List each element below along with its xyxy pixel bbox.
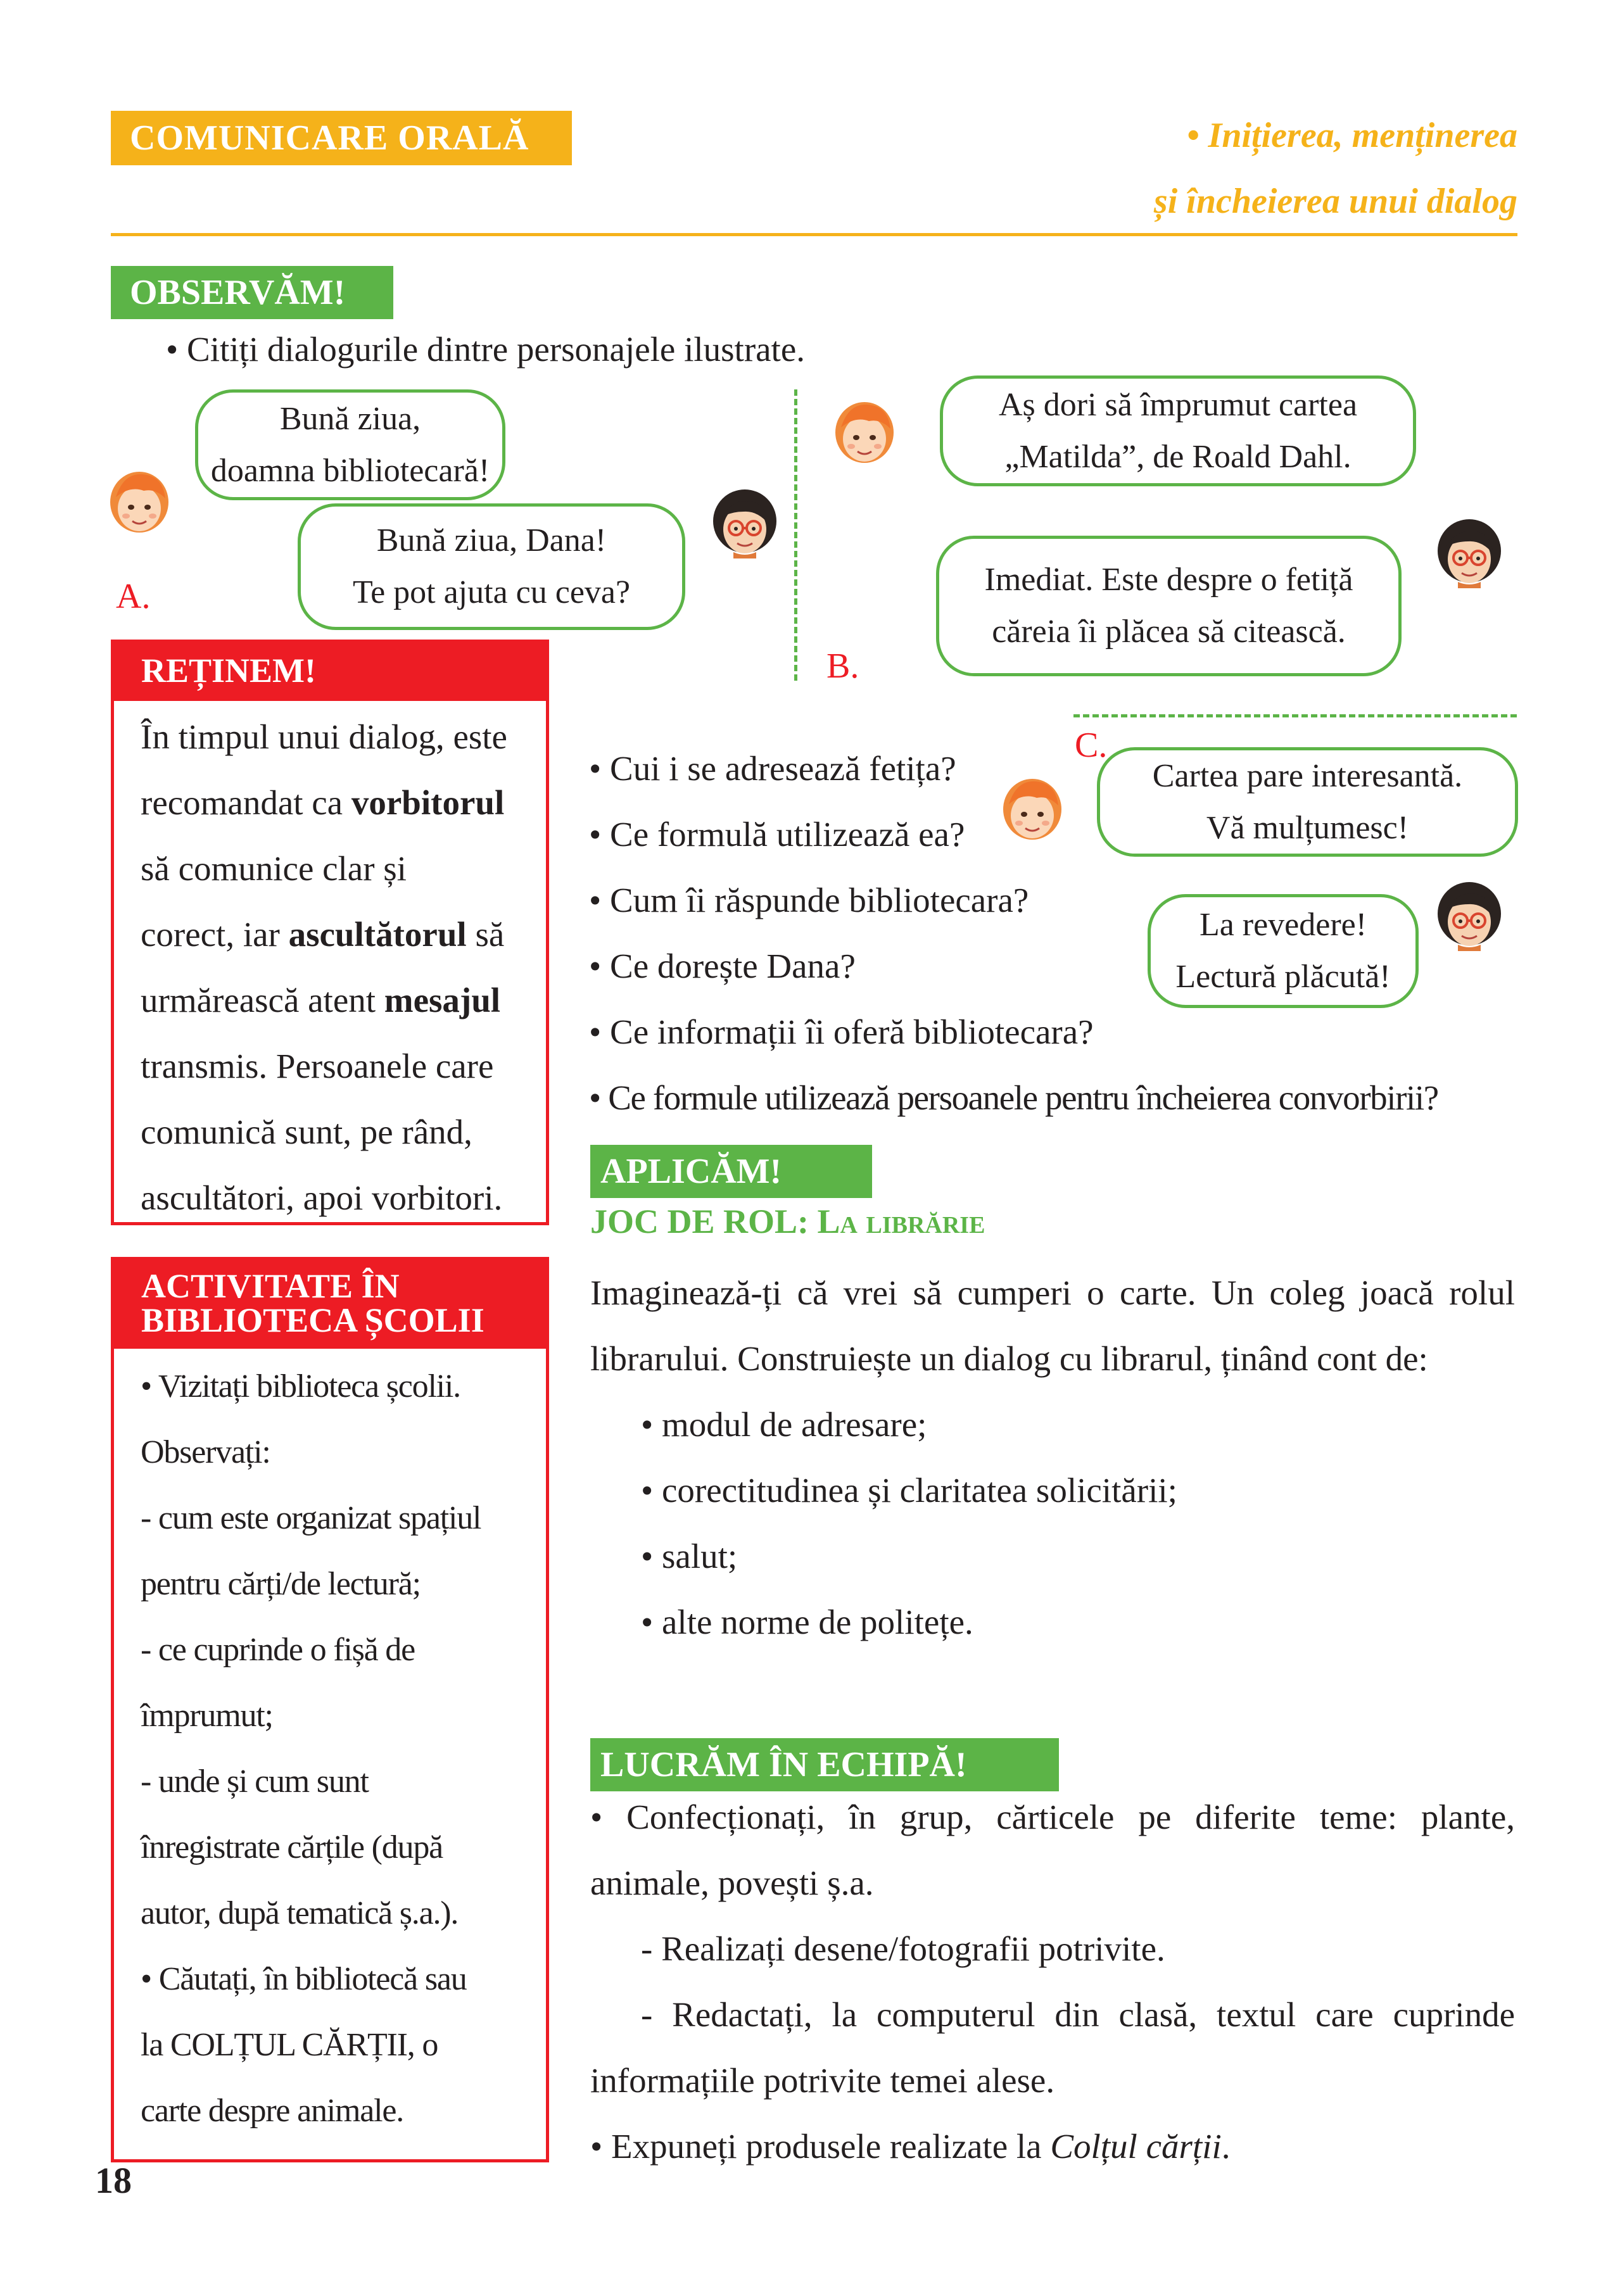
bubble-c-girl-line1: Cartea pare interesantă. <box>1152 757 1463 794</box>
librarian-avatar-a <box>708 486 784 562</box>
observam-label-text: OBSERVĂM! <box>130 273 346 312</box>
retinem-line: recomandat ca vorbitorul <box>141 783 505 822</box>
questions-list <box>589 736 1438 1131</box>
dialog-a-label: A. <box>116 577 151 616</box>
colțul-cartii-italic: Colțul cărții <box>1050 2127 1222 2166</box>
retinem-text <box>141 704 546 1231</box>
aplicam-label <box>590 1145 872 1198</box>
section-label-text: COMUNICARE ORALĂ <box>130 118 529 158</box>
bubble-b-girl <box>940 375 1416 486</box>
dialog-divider-vertical <box>794 389 797 681</box>
librarian-avatar-c <box>1433 879 1509 955</box>
emphasis-vorbitorul: vorbitorul <box>351 783 505 822</box>
question-item: • Cum îi răspunde bibliotecara? <box>589 881 1029 919</box>
echipa-line: informațiile potrivite temei alese. <box>590 2061 1055 2100</box>
retinem-line: În timpul unui dialog, este <box>141 717 507 756</box>
aplicam-subtitle-main: JOC DE ROL: <box>590 1202 818 1240</box>
question-item: • Ce informații îi oferă bibliotecara? <box>589 1012 1094 1051</box>
bubble-a-librarian <box>298 503 685 630</box>
bubble-a-lib-line1: Bună ziua, Dana! <box>376 522 607 558</box>
activitate-label-line2: BIBLIOTECA ȘCOLII <box>141 1301 484 1339</box>
echipa-line: • Confecționați, în grup, cărticele pe diferite teme: plante, <box>590 1798 1515 1836</box>
bubble-a-lib-line2: Te pot ajuta cu ceva? <box>352 574 631 610</box>
topic-title-line1: • Inițierea, menținerea <box>1186 116 1517 155</box>
echipa-label-text: LUCRĂM ÎN ECHIPĂ! <box>600 1745 967 1784</box>
retinem-label-text: REȚINEM! <box>141 651 317 690</box>
echipa-line: animale, povești ș.a. <box>590 1864 874 1902</box>
question-item: • Ce formulă utilizează ea? <box>589 815 965 854</box>
dialog-divider-horizontal <box>1073 714 1517 717</box>
observam-instruction: • Citiți dialogurile dintre personajele ilustrate. <box>166 330 805 369</box>
bubble-a-girl-line1: Bună ziua, <box>279 400 421 437</box>
activitate-line: la COLȚUL CĂRȚII, o <box>141 2027 438 2063</box>
activitate-line: înregistrate cărțile (după <box>141 1829 443 1865</box>
aplicam-bullet: • salut; <box>641 1537 738 1575</box>
aplicam-bullet: • alte norme de politețe. <box>641 1603 973 1641</box>
aplicam-bullet: • modul de adresare; <box>641 1405 927 1444</box>
bubble-b-lib-line2: căreia îi plăcea să citească. <box>992 614 1346 650</box>
retinem-line: ascultători, apoi vorbitori. <box>141 1178 503 1217</box>
bubble-b-girl-line2: „Matilda”, de Roald Dahl. <box>1004 438 1352 475</box>
header-divider <box>111 233 1517 236</box>
dialog-c-label: C. <box>1075 726 1108 765</box>
observam-label <box>111 266 393 319</box>
bubble-b-girl-line1: Aș dori să împrumut cartea <box>998 386 1358 423</box>
aplicam-bullet: • corectitudinea și claritatea solicitării; <box>641 1471 1177 1510</box>
bubble-c-lib-line1: La revedere! <box>1199 907 1367 943</box>
bubble-a-girl <box>195 389 505 500</box>
retinem-line: corect, iar ascultătorul să <box>141 915 505 954</box>
bubble-c-lib-line2: Lectură plăcută! <box>1175 959 1391 995</box>
bubble-b-lib-line1: Imediat. Este despre o fetiță <box>984 562 1353 598</box>
activitate-line: pentru cărți/de lectură; <box>141 1566 421 1602</box>
librarian-avatar-b <box>1433 516 1509 592</box>
topic-title-line2: și încheierea unui dialog <box>1153 182 1517 221</box>
bubble-b-librarian <box>936 536 1402 676</box>
activitate-label-line1: ACTIVITATE ÎN <box>141 1266 400 1305</box>
activitate-line: - cum este organizat spațiul <box>141 1500 481 1536</box>
aplicam-subtitle-sc: La librărie <box>817 1202 985 1240</box>
question-item: • Ce dorește Dana? <box>589 947 856 985</box>
echipa-text <box>590 1784 1515 2179</box>
retinem-line: transmis. Persoanele care <box>141 1047 494 1085</box>
activitate-line: - ce cuprinde o fișă de <box>141 1632 415 1668</box>
aplicam-intro-line2: librarului. Construiește un dialog cu librarul, ținând cont de: <box>590 1339 1428 1378</box>
activitate-text <box>141 1354 546 2144</box>
emphasis-mesajul: mesajul <box>384 981 501 1019</box>
activitate-line: Observați: <box>141 1434 270 1470</box>
echipa-line: • Expuneți produsele realizate la Colțul cărții. <box>590 2127 1231 2166</box>
question-item: • Ce formule utilizează persoanele pentru încheierea convorbirii? <box>589 1078 1438 1117</box>
echipa-line: - Realizați desene/fotografii potrivite. <box>641 1929 1165 1968</box>
page-number: 18 <box>95 2160 132 2201</box>
activitate-line: • Vizitați biblioteca școlii. <box>141 1368 460 1404</box>
girl-avatar-b <box>830 396 906 472</box>
retinem-line: comunică sunt, pe rând, <box>141 1113 472 1151</box>
section-label <box>111 111 572 165</box>
question-item: • Cui i se adresează fetița? <box>589 749 956 788</box>
echipa-label <box>590 1738 1059 1791</box>
activitate-line: - unde și cum sunt <box>141 1763 369 1800</box>
girl-avatar-a <box>104 465 180 541</box>
aplicam-text <box>590 1260 1515 1655</box>
bubble-c-girl-line2: Vă mulțumesc! <box>1206 809 1409 846</box>
aplicam-intro-line1: Imaginează-ți că vrei să cumperi o carte. Un coleg joacă rolul <box>590 1273 1515 1312</box>
echipa-line: - Redactați, la computerul din clasă, textul care cuprinde <box>641 1995 1515 2034</box>
activitate-line: autor, după tematică ș.a.). <box>141 1895 459 1931</box>
activitate-line: carte despre animale. <box>141 2093 404 2129</box>
activitate-line: împrumut; <box>141 1698 273 1734</box>
bubble-a-girl-line2: doamna bibliotecară! <box>210 452 490 489</box>
dialog-b-label: B. <box>826 647 859 686</box>
aplicam-subtitle <box>590 1202 985 1241</box>
retinem-line: să comunice clar și <box>141 849 407 888</box>
retinem-line: urmărească atent mesajul <box>141 981 501 1019</box>
activitate-line: • Căutați, în bibliotecă sau <box>141 1961 467 1997</box>
emphasis-ascultatorul: ascultătorul <box>288 915 467 954</box>
aplicam-label-text: APLICĂM! <box>600 1152 782 1191</box>
